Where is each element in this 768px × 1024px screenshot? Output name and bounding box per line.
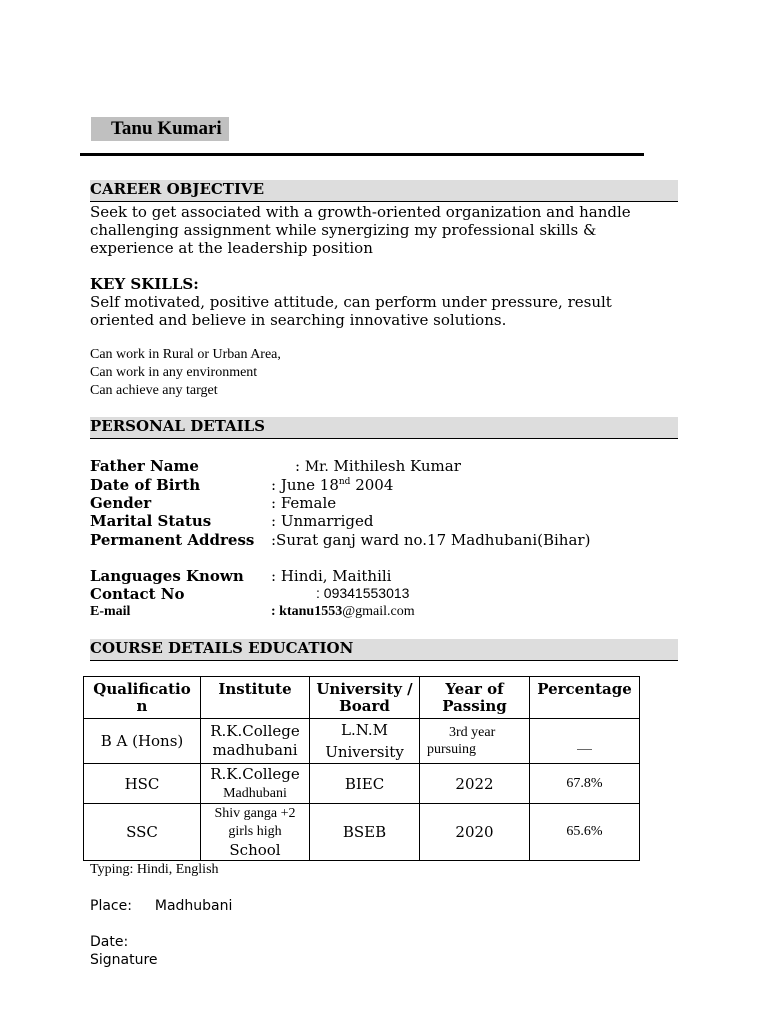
- contact-value: : 09341553013: [316, 585, 410, 601]
- marital-status-label: Marital Status: [90, 512, 212, 530]
- board-cell: L.N.M University: [310, 719, 420, 764]
- career-objective-text: [90, 203, 631, 257]
- column-header-institute: Institute: [201, 677, 310, 719]
- institute-cell: Shiv ganga +2 girls high School: [201, 804, 310, 861]
- section-title: COURSE DETAILS EDUCATION: [90, 639, 354, 657]
- qualification-cell: SSC: [84, 804, 201, 861]
- key-skills-extra: [90, 346, 281, 400]
- dob-label: Date of Birth: [90, 476, 201, 494]
- column-header-qualification: Qualificatio n: [84, 677, 201, 719]
- institute-cell: R.K.College madhubani: [201, 719, 310, 764]
- father-name-row: [90, 457, 690, 475]
- marital-status-value: : Unmarriged: [271, 512, 374, 530]
- dob-row: [90, 476, 690, 494]
- table-header-row: [84, 677, 640, 719]
- education-table: [83, 676, 640, 861]
- objective-line: Seek to get associated with a growth-oriented organization and handle: [90, 203, 631, 221]
- percentage-cell: 65.6%: [530, 804, 640, 861]
- table-row: [84, 719, 640, 764]
- date-label: Date:: [90, 934, 129, 950]
- year-cell: 2022: [420, 764, 530, 804]
- qualification-cell: HSC: [84, 764, 201, 804]
- languages-label: Languages Known: [90, 567, 244, 585]
- gender-value: : Female: [271, 494, 337, 512]
- email-value: : ktanu1553@gmail.com: [271, 604, 415, 619]
- gender-label: Gender: [90, 494, 152, 512]
- column-header-year: Year of Passing: [420, 677, 530, 719]
- contact-label: Contact No: [90, 585, 185, 603]
- skills-line: oriented and believe in searching innovative solutions.: [90, 311, 507, 329]
- candidate-name: Tanu Kumari: [111, 118, 222, 139]
- email-row: [90, 604, 690, 622]
- column-header-board: University / Board: [310, 677, 420, 719]
- year-cell: 3rd year pursuing: [420, 719, 530, 764]
- father-name-label: Father Name: [90, 457, 199, 475]
- section-title: CAREER OBJECTIVE: [90, 180, 265, 198]
- contact-row: [90, 585, 690, 603]
- marital-status-row: [90, 512, 690, 530]
- section-career-objective: [90, 180, 678, 202]
- section-education: [90, 639, 678, 661]
- father-name-value: : Mr. Mithilesh Kumar: [295, 457, 461, 475]
- address-row: [90, 531, 690, 549]
- typing-line: Typing: Hindi, English: [90, 862, 219, 877]
- section-personal-details: [90, 417, 678, 439]
- percentage-cell: 67.8%: [530, 764, 640, 804]
- table-row: [84, 804, 640, 861]
- skills-extra-line: Can work in any environment: [90, 365, 258, 380]
- skills-line: Self motivated, positive attitude, can perform under pressure, result: [90, 293, 612, 311]
- address-label: Permanent Address: [90, 531, 255, 549]
- skills-extra-line: Can work in Rural or Urban Area,: [90, 347, 281, 362]
- qualification-cell: B A (Hons): [84, 719, 201, 764]
- key-skills-text: [90, 293, 612, 329]
- table-row: [84, 764, 640, 804]
- objective-line: experience at the leadership position: [90, 239, 373, 257]
- institute-cell: R.K.College Madhubani: [201, 764, 310, 804]
- objective-line: challenging assignment while synergizing my professional skills &: [90, 221, 597, 239]
- address-value: :Surat ganj ward no.17 Madhubani(Bihar): [271, 531, 591, 549]
- languages-value: : Hindi, Maithili: [271, 567, 392, 585]
- place-line: [90, 898, 232, 914]
- percentage-cell: __: [530, 719, 640, 764]
- board-cell: BSEB: [310, 804, 420, 861]
- dob-value: : June 18nd 2004: [271, 476, 394, 494]
- column-header-percentage: Percentage: [530, 677, 640, 719]
- board-cell: BIEC: [310, 764, 420, 804]
- section-title: PERSONAL DETAILS: [90, 417, 266, 435]
- place-value: Madhubani: [154, 898, 233, 914]
- signature-label: Signature: [90, 952, 158, 968]
- header-divider: [80, 153, 644, 156]
- key-skills-heading: KEY SKILLS:: [90, 275, 199, 293]
- languages-row: [90, 567, 690, 585]
- skills-extra-line: Can achieve any target: [90, 383, 218, 398]
- gender-row: [90, 494, 690, 512]
- year-cell: 2020: [420, 804, 530, 861]
- email-label: E-mail: [90, 604, 131, 619]
- place-label: Place:: [90, 898, 132, 914]
